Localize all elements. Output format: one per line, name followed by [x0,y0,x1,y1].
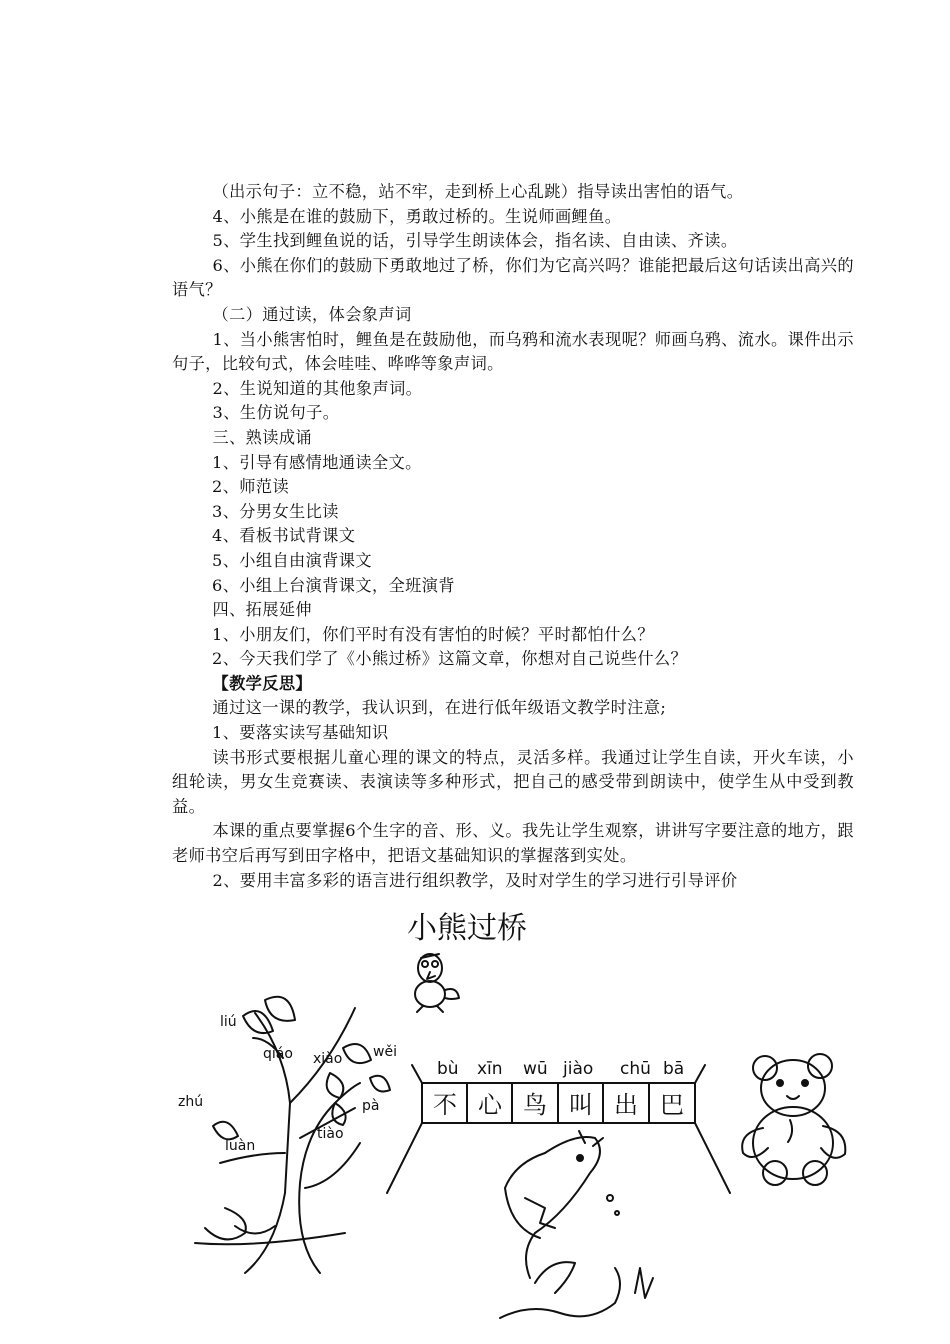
paragraph: 5、学生找到鲤鱼说的话，引导学生朗读体会，指名读、自由读、齐读。 [212,231,738,251]
bridge-char: 心 [478,1091,502,1119]
paragraph: 读书形式要根据儿童心理的课文的特点，灵活多样。我通过让学生自读，开火车读，小组轮读，男女生竞赛读、表演读等多种形式，把自己的感受带到朗读中，使学生从中受到教益。 [172,747,854,816]
bridge-char: 叫 [569,1091,593,1119]
bridge-char: 出 [614,1091,638,1119]
bridge-pinyin: jiào [563,1059,594,1079]
lesson-plan-text [172,180,854,898]
tree-pinyin: pà [362,1098,380,1114]
paragraph: 1、小朋友们，你们平时有没有害怕的时候？平时都怕什么？ [212,624,654,644]
crow-drawing [415,954,459,1012]
tree-pinyin: luàn [225,1138,256,1154]
bridge-pinyin: bā [663,1059,685,1079]
tree-drawing [195,997,390,1273]
bridge-char: 鸟 [523,1091,547,1119]
bridge-pinyin: xīn [477,1059,503,1079]
bridge-char: 不 [433,1091,457,1119]
carp-drawing [500,1131,653,1318]
section-heading: 四、拓展延伸 [212,600,313,620]
paragraph: 2、师范读 [212,477,290,497]
bridge-char: 巴 [660,1091,684,1119]
tree-pinyin: tiào [317,1126,344,1142]
paragraph: 2、生说知道的其他象声词。 [212,378,423,398]
tree-pinyin: zhú [178,1094,204,1110]
paragraph: 1、引导有感情地通读全文。 [212,452,422,472]
tree-pinyin: xiào [313,1051,343,1067]
bridge-pinyin: bù [437,1059,459,1079]
reflection-heading: 【教学反思】 [212,673,313,693]
bridge-pinyin: wū [523,1059,548,1079]
paragraph: 3、生仿说句子。 [212,403,340,423]
tree-pinyin: liú [220,1014,237,1030]
paragraph: 6、小熊在你们的鼓励下勇敢地过了桥，你们为它高兴吗？谁能把最后这句话读出高兴的语气？ [172,255,854,300]
paragraph: 2、要用丰富多彩的语言进行组织教学，及时对学生的学习进行引导评价 [212,870,738,890]
bridge-pinyin: chū [620,1059,651,1079]
paragraph: 4、小熊是在谁的鼓励下，勇敢过桥的。生说师画鲤鱼。 [212,206,622,226]
paragraph: 2、今天我们学了《小熊过桥》这篇文章，你想对自己说些什么？ [212,649,688,669]
paragraph: 3、分男女生比读 [212,501,339,521]
paragraph: 1、当小熊害怕时，鲤鱼是在鼓励他，而乌鸦和流水表现呢？师画乌鸦、流水。课件出示句子，比较句式，体会哇哇、哗哗等象声词。 [172,329,854,374]
drawing-title: 小熊过桥 [407,911,527,946]
paragraph: 4、看板书试背课文 [212,526,356,546]
bridge-drawing [387,1065,730,1193]
tree-pinyin: qiáo [263,1046,293,1062]
paragraph: （出示句子：立不稳，站不牢，走到桥上心乱跳）指导读出害怕的语气。 [212,182,744,201]
paragraph: 1、要落实读写基础知识 [212,723,389,743]
blackboard-drawing [165,898,855,1344]
tree-pinyin: wěi [373,1044,397,1060]
bear-drawing [742,1054,845,1185]
paragraph: 5、小组自由演背课文 [212,550,372,570]
paragraph: 本课的重点要掌握6个生字的音、形、义。我先让学生观察，讲讲写字要注意的地方，跟老师书空后再写到田字格中，把语文基础知识的掌握落到实处。 [172,821,854,866]
section-heading: 三、熟读成诵 [212,427,313,447]
section-heading: （二）通过读，体会象声词 [212,304,412,324]
paragraph: 通过这一课的教学，我认识到，在进行低年级语文教学时注意; [212,698,667,718]
paragraph: 6、小组上台演背课文，全班演背 [212,575,455,595]
